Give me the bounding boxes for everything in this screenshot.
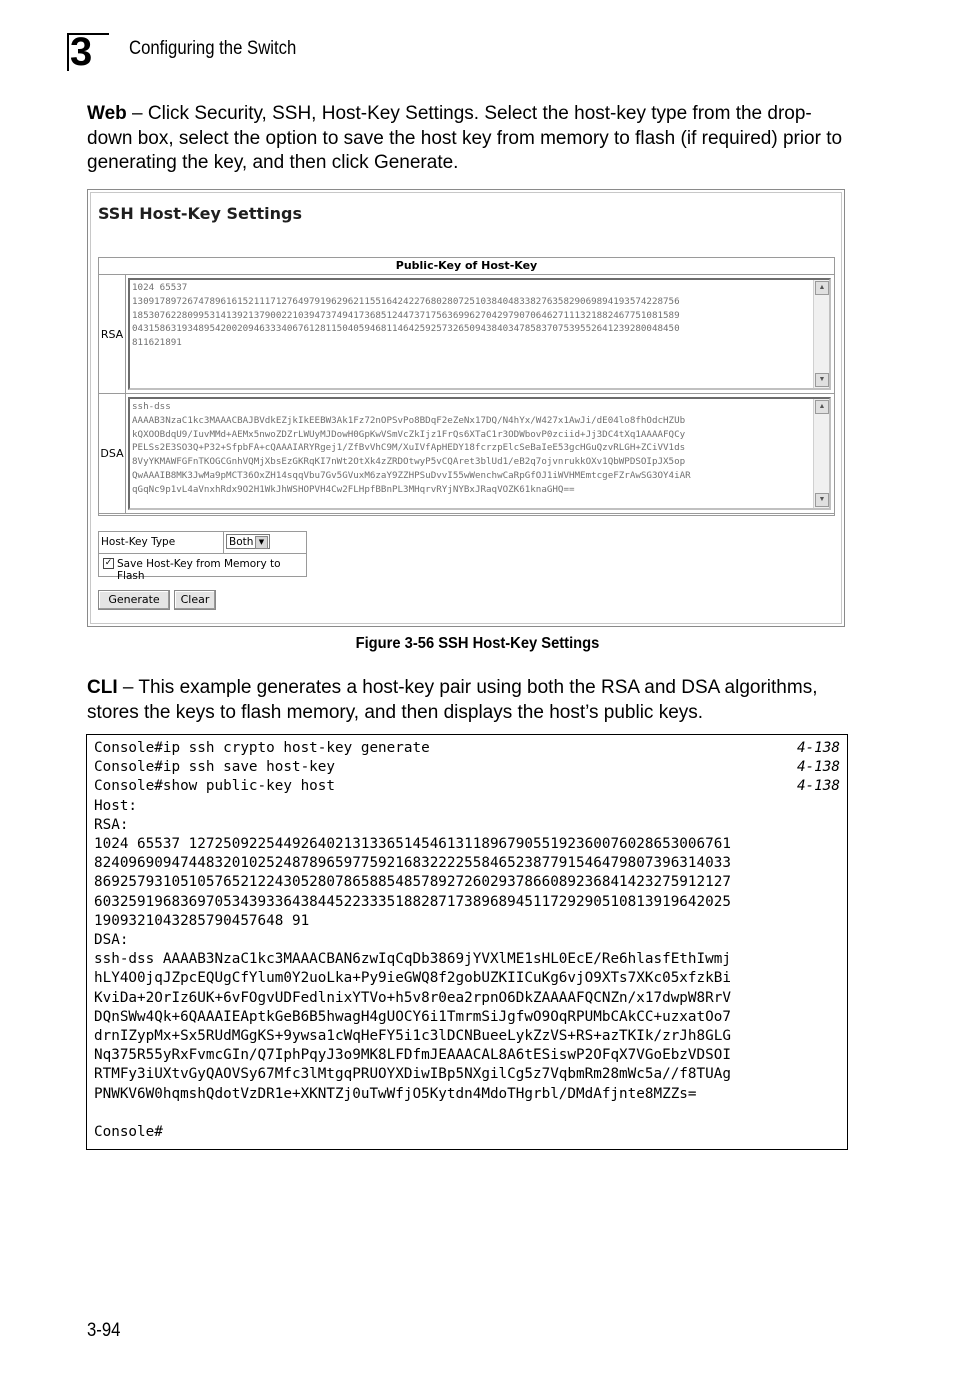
host-key-type-row: [99, 532, 306, 554]
save-host-key-label: Save Host-Key from Memory to Flash: [117, 558, 281, 582]
column-divider: [223, 532, 224, 553]
host-key-type-select[interactable]: [226, 534, 270, 549]
rsa-key-text: 1024 65537 130917897267478961615211171276497919629621155164242276802807251038404833827635829069894193574228756 185307622809953141392137900221039473749417368512447371756369962704297907064627111321882467751081589 043158631934895420020946333406761281150405946811464259257326509438403478583707539552641239280048450 811621891: [132, 282, 680, 349]
command-reference: 4-138: [796, 740, 840, 756]
code-line: PNWKV6W0hqmshQdotVzDR1e+XKNTZj0uTwWfjO5Kytdn4MdoTHgrbl/DMdAfjnte8MZZs=: [94, 1085, 697, 1102]
cli-example-box: [86, 734, 848, 1150]
rsa-row: [99, 275, 834, 394]
dropdown-arrow-icon[interactable]: ▼: [255, 536, 268, 549]
cli-instructions: [87, 676, 857, 725]
panel-title: SSH Host-Key Settings: [98, 204, 302, 223]
public-key-header: Public-Key of Host-Key: [99, 258, 834, 275]
code-line: DQnSWw4Qk+6QAAAIEAptkGeB6B5hwagH4gUOCY6i1TmrmSiJgfwO9OqRPUMbCAkCC+uzxatOo7: [94, 1008, 731, 1025]
ssh-host-key-settings-screenshot: [87, 189, 845, 627]
dsa-scrollbar[interactable]: [813, 399, 829, 508]
code-line: Console#ip ssh save host-key: [94, 759, 336, 776]
code-line: KviDa+2OrIz6UK+6vFOgvUDFedlnixYTVo+h5v8r0ea2rpnO6DkZAAAAFQCNZn/x17dwpW8RrV: [94, 989, 731, 1006]
host-key-type-value: Both: [229, 536, 254, 548]
code-line: 60325919683697053439336438445223335188287173896894511729290510813919642025: [94, 893, 731, 910]
rsa-key-textarea[interactable]: [128, 278, 831, 390]
code-line: 1024 65537 127250922544926402131336514546131189679055192360076028653006761: [94, 836, 731, 852]
code-line: Nq375R55yRxFvmcGIn/Q7IphPqyJ3o9MK8LFDfmJEAAACAL8A6tESiswP2OFqX7VGoEbzVDSOI: [94, 1047, 731, 1064]
dsa-row: [99, 394, 834, 514]
cli-label: CLI: [87, 677, 118, 698]
public-key-table: [98, 257, 835, 516]
figure-caption: Figure 3-56 SSH Host-Key Settings: [355, 635, 599, 652]
code-line: drnIZypMx+Sx5RUdMGgKS+9ywsa1cWqHeFY5i1c3lDCNBueeLykZzVS+RS+azTKIk/zrJh8GLG: [94, 1028, 731, 1044]
save-host-key-row: [99, 554, 306, 582]
cli-text: – This example generates a host-key pair using both the RSA and DSA algorithms, stores the keys to flash memory, and then displays the host’s public keys.: [87, 677, 818, 723]
web-text: – Click Security, SSH, Host-Key Settings. Select the host-key type from the drop-down box, select the option to save the host key from memory to flash (if required) prior to generating the key, and then click Generate.: [87, 103, 843, 173]
save-host-key-checkbox[interactable]: ✓: [104, 558, 113, 568]
generate-button[interactable]: Generate: [98, 590, 170, 610]
code-line: Console#: [94, 1124, 163, 1140]
scroll-up-arrow-icon[interactable]: ▲: [815, 281, 829, 295]
code-line: ssh-dss AAAAB3NzaC1kc3MAAACBAN6zwIqCqDb3869jYVXlME1sHL0EcE/Re6hlasfEthIwmj: [94, 951, 731, 968]
scroll-up-arrow-icon[interactable]: ▲: [815, 400, 829, 414]
clear-button[interactable]: Clear: [174, 590, 216, 610]
rsa-label: RSA: [99, 275, 126, 393]
code-line: RSA:: [94, 816, 129, 833]
code-line: hLY4O0jqJZpcEQUgCfYlum0Y2uoLka+Py9ieGWQ8f2gobUZKIICuKg6vjO9XTs7XKc05xfzkBi: [94, 970, 731, 987]
chapter-number: 3: [70, 30, 93, 74]
dsa-key-textarea[interactable]: [128, 397, 831, 510]
code-line: Host:: [94, 797, 138, 814]
code-line: Console#show public-key host: [94, 778, 336, 795]
web-instructions: [87, 102, 857, 176]
web-label: Web: [87, 103, 127, 124]
command-reference: 4-138: [796, 778, 840, 795]
scroll-down-arrow-icon[interactable]: ▼: [815, 373, 829, 387]
page-number: 3-94: [87, 1320, 121, 1341]
command-reference: 4-138: [796, 759, 840, 776]
host-key-options: [98, 531, 307, 582]
code-line: 86925793105105765212243052807865885485789272602937866089236841423275912127: [94, 874, 731, 891]
code-line: Console#ip ssh crypto host-key generate: [94, 740, 430, 756]
scroll-down-arrow-icon[interactable]: ▼: [815, 493, 829, 507]
rsa-scrollbar[interactable]: [813, 280, 829, 388]
code-line: 1909321043285790457648 91: [94, 912, 310, 929]
running-header: Configuring the Switch: [129, 38, 297, 59]
code-line: RTMFy3iUXtvGyQAOVSy67Mfc3lMtgqPRUOYXDiwIBp5NXgilCg5z7VqbmRm28mWc5a//f8TUAg: [94, 1066, 731, 1083]
dsa-key-text: ssh-dss AAAAB3NzaC1kc3MAAACBAJBVdkEZjkIkEEBW3Ak1Fz72nOPSvPo8BDqF2eZeNx17DQ/N4hYx/W427x1AwJi/dE04lo8fhOdcHZUb kQXOOBdqU9/IuvMMd+AEMx5nwoZDZrLWUyMJDowH0GpKwVSmVcZkIjz1FrQs6XTaC1r3ODWbovP0zciid+Jj3DC4tXq1AAAAFQCy PELSs2E3SO3Q+P32+SfpbFA+cQAAAIARYRgej1/ZfBvVhC9M/XuIVfApHEDY18fcrzpElcSeBaIeE53gcHGuQzvRLGH+ZCiVV1ds 8VyYKMAWFGFnTKOGCGnhVQMjXbsEzGKRqKI7nWt2OtXk4zZRDOtwyP5vCQAret3blUd1/eB2q7ojvnrukkOXv1QbWPDSOIpJX5op QwAAAIB8MK3JwMa9pMCT36OxZH14sqqVbu7Gv5GVuxM6zaY9ZZHPSuDvvI55wWenchwCaRpGfOJ1iWVHMEmtcgeFZrAwSG3OY4iAR qGqNc9p1vL4aVnxhRdx9O2H1WkJhWSHOPVH4Cw2FLHpfBBnPL3MHqrvRYjNYBxJRaqVOZK61knaGHQ==: [132, 401, 691, 495]
code-line: DSA:: [94, 932, 129, 948]
host-key-type-label: Host-Key Type: [101, 536, 176, 548]
dsa-label: DSA: [99, 394, 126, 513]
code-line: 82409690947448320102524878965977592168322225584652387791546479807396314033: [94, 855, 731, 872]
